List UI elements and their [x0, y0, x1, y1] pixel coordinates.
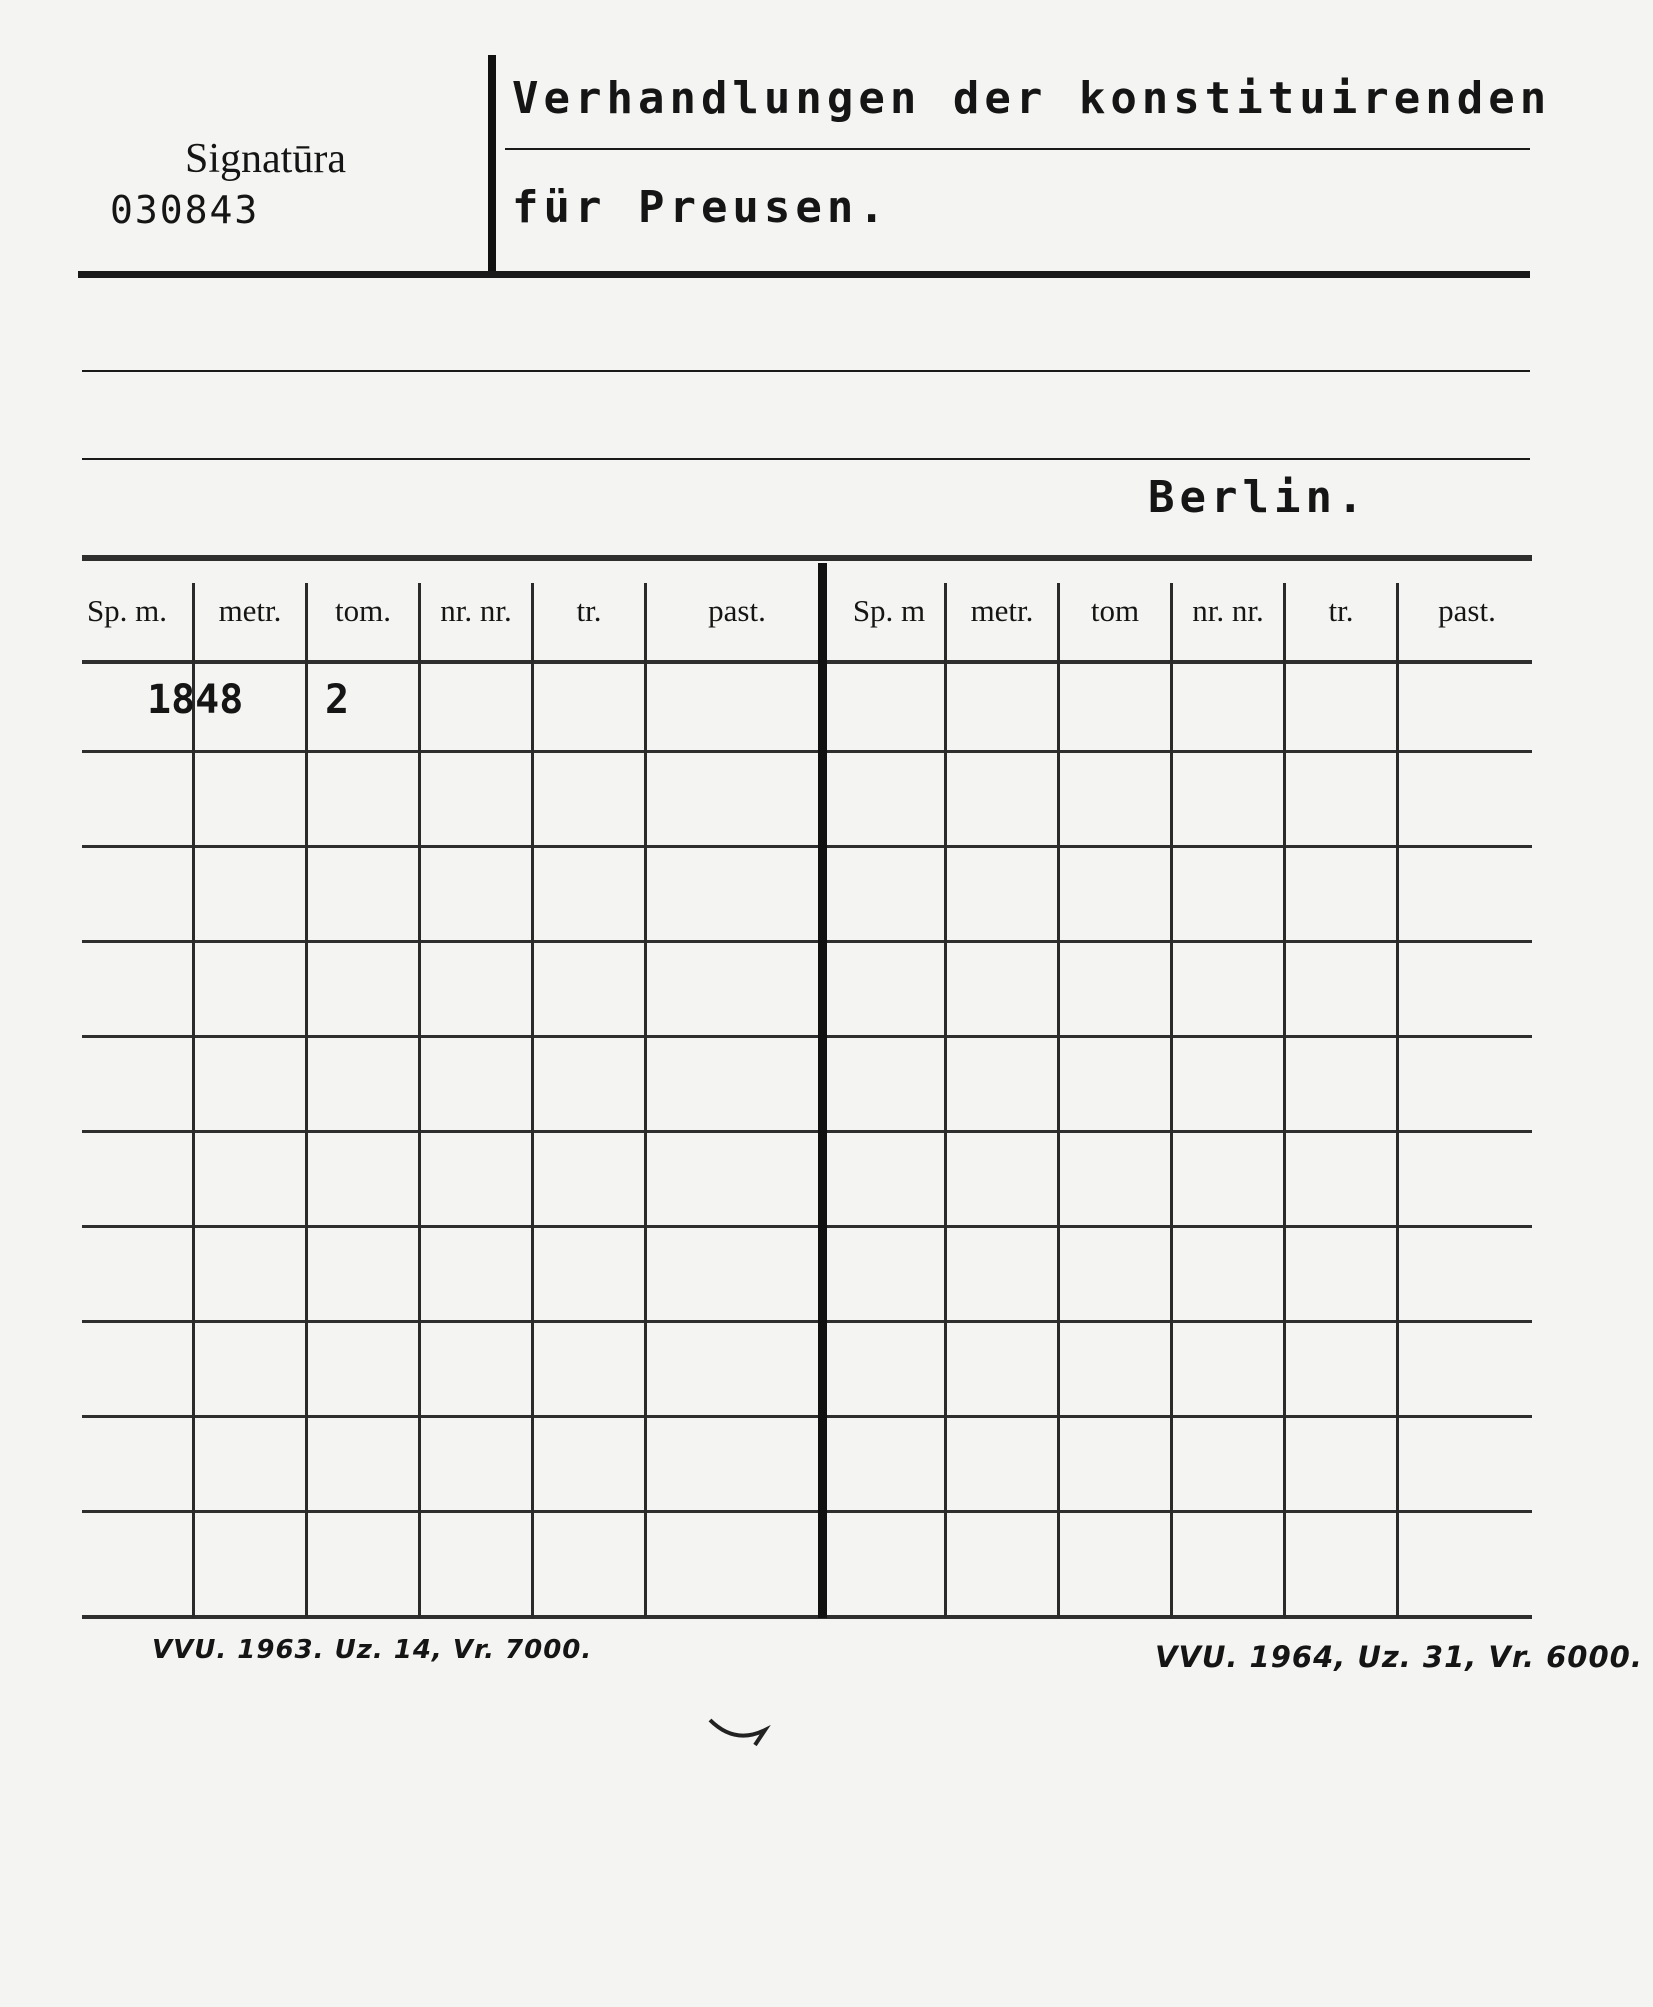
- blank-line-1: [82, 370, 1530, 372]
- cell-year: 1848: [147, 677, 244, 723]
- col-header-nr-nr-2: nr. nr.: [1192, 593, 1264, 628]
- signatura-label: Signatūra: [185, 136, 346, 182]
- col-divider-8: [1057, 583, 1060, 1618]
- col-divider-3: [418, 583, 421, 1618]
- title-line-2: für Preusen.: [512, 182, 890, 233]
- header-divider: [488, 55, 496, 273]
- cell-tom: 2: [325, 677, 350, 723]
- col-header-sp-m-2: Sp. m: [852, 593, 926, 628]
- row-line-3: [82, 940, 1532, 943]
- blank-line-2: [82, 458, 1530, 460]
- handwritten-note-right: VVU. 1964, Uz. 31, Vr. 6000.: [1155, 1640, 1643, 1674]
- place-of-publication: Berlin.: [1148, 472, 1369, 523]
- row-line-2: [82, 845, 1532, 848]
- col-header-past: past.: [708, 593, 766, 628]
- row-line-6: [82, 1225, 1532, 1228]
- col-header-sp-m: Sp. m.: [86, 593, 168, 628]
- col-header-past-2: past.: [1438, 593, 1496, 628]
- col-divider-4: [531, 583, 534, 1618]
- handwritten-note-left: VVU. 1963. Uz. 14, Vr. 7000.: [152, 1635, 593, 1665]
- table-bottom-rule: [82, 1615, 1532, 1619]
- col-header-metr: metr.: [218, 593, 282, 628]
- col-divider-9: [1170, 583, 1173, 1618]
- col-header-nr-nr: nr. nr.: [440, 593, 512, 628]
- row-line-5: [82, 1130, 1532, 1133]
- header-bottom-rule: [78, 271, 1530, 278]
- col-header-tr: tr.: [576, 593, 602, 628]
- title-underline: [505, 148, 1530, 150]
- pen-mark: [705, 1715, 775, 1755]
- holdings-table: [82, 555, 1532, 1625]
- col-header-tom-2: tom: [1090, 593, 1140, 628]
- col-header-tr-2: tr.: [1328, 593, 1354, 628]
- col-divider-11: [1396, 583, 1399, 1618]
- row-line-9: [82, 1510, 1532, 1513]
- center-divider: [818, 563, 827, 1618]
- col-header-tom: tom.: [335, 593, 391, 628]
- header-bottom-line: [82, 660, 1532, 664]
- col-divider-2: [305, 583, 308, 1618]
- col-divider-7: [944, 583, 947, 1618]
- col-divider-10: [1283, 583, 1286, 1618]
- table-top-rule: [82, 555, 1532, 561]
- signatura-value: 030843: [110, 188, 260, 232]
- col-divider-1: [192, 583, 195, 1618]
- row-line-4: [82, 1035, 1532, 1038]
- row-line-8: [82, 1415, 1532, 1418]
- col-header-metr-2: metr.: [970, 593, 1034, 628]
- row-line-7: [82, 1320, 1532, 1323]
- title-line-1: Verhandlungen der konstituirenden: [512, 73, 1552, 124]
- col-divider-5: [644, 583, 647, 1618]
- table-header-row: [82, 583, 1532, 653]
- row-line-1: [82, 750, 1532, 753]
